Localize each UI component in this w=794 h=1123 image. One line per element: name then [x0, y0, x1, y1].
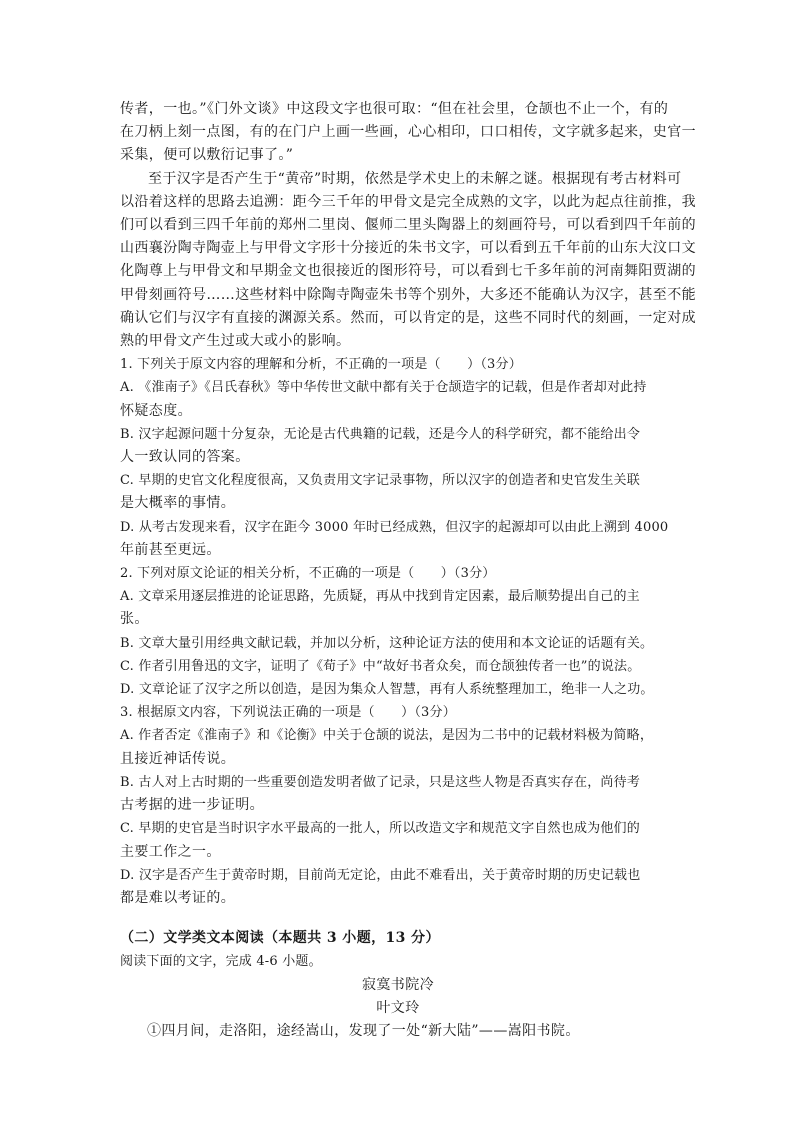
text-line: 以沿着这样的思路去追溯：距今三千年的甲骨文是完全成熟的文字，以此为起点往前推，我: [120, 193, 696, 210]
question-stem: 2. 下列对原文论证的相关分析，不正确的一项是（ ）（3分）: [120, 566, 496, 582]
text-line: 化陶尊上与甲骨文和早期金文也很接近的图形符号，可以看到七千多年前的河南舞阳贾湖的: [120, 263, 696, 280]
option-d: D. 从考古发现来看，汉字在距今 3000 年时已经成熟，但汉字的起源却可以由此上溯到 4000: [120, 519, 669, 535]
question-2: [120, 562, 676, 701]
section-heading: （二）文学类文本阅读（本题共 3 小题，13 分）: [120, 930, 440, 947]
option-c-continued: 主要工作之一。: [120, 843, 221, 860]
text-line: 在刀柄上刻一点图，有的在门户上画一些画，心心相印，口口相传，文字就多起来，史官一: [120, 124, 696, 141]
text-line: 甲骨刻画符号……这些材料中除陶寺陶壶朱书等个别外，大多还不能确认为汉字，甚至不能: [120, 286, 696, 303]
option-c-continued: 是大概率的事情。: [120, 495, 236, 512]
option-d-continued: 年前甚至更远。: [120, 541, 221, 558]
option-b: B. 文章大量引用经典文献记载，并加以分析，这种论证方法的使用和本文论证的话题有关。: [120, 635, 654, 651]
text-line: 采集，便可以敷衍记事了。”: [120, 147, 294, 164]
option-d: D. 文章论证了汉字之所以创造，是因为集众人智慧，再有人系统整理加工，绝非一人之功。: [120, 682, 654, 698]
option-a: A. 作者否定《淮南子》和《论衡》中关于仓颉的说法，是因为二书中的记载材料极为简略，: [120, 728, 654, 744]
option-b: B. 古人对上古时期的一些重要创造发明者做了记录，只是这些人物是否真实存在，尚待考: [120, 774, 641, 790]
article-paragraph-1: ①四月间，走洛阳，途经嵩山，发现了一处“新大陆”——嵩阳书院。: [147, 1022, 580, 1039]
option-c: C. 作者引用鲁迅的文字，证明了《荀子》中“故好书者众矣，而仓颉独传者一也”的说法。: [120, 658, 641, 674]
question-stem: 3. 根据原文内容，下列说法正确的一项是（ ）（3分）: [120, 705, 456, 721]
document-page: [120, 98, 696, 1043]
section-instruction: 阅读下面的文字，完成 4-6 小题。: [120, 954, 322, 970]
option-d-continued: 都是难以考证的。: [120, 889, 236, 906]
article-author: 叶文玲: [376, 999, 420, 1016]
text-line: 传者，一也。”《门外文谈》中这段文字也很可取：“但在社会里，仓颉也不止一个，有的: [120, 101, 669, 117]
text-line: 山西襄汾陶寺陶壶上与甲骨文字形十分接近的朱书文字，可以看到五千年前的山东大汶口文: [120, 240, 696, 257]
section-spacer: [120, 910, 676, 927]
question-1: [120, 353, 676, 562]
option-a-continued: 且接近神话传说。: [120, 750, 236, 767]
article-title: 寂寞书院冷: [362, 976, 434, 993]
option-d: D. 汉字是否产生于黄帝时期，目前尚无定论，由此不难看出，关于黄帝时期的历史记载也: [120, 867, 641, 883]
passage-paragraph-1: [120, 98, 696, 168]
question-3: [120, 701, 676, 910]
option-b-continued: 人一致认同的答案。: [120, 449, 250, 466]
passage-paragraph-2: [120, 168, 696, 354]
option-c: C. 早期的史官是当时识字水平最高的一批人，所以改造文字和规范文字自然也成为他们的: [120, 821, 640, 837]
option-b-continued: 古考据的进一步证明。: [120, 797, 264, 814]
text-line: 们可以看到三四千年前的郑州二里岗、偃师二里头陶器上的刻画符号，可以看到四千年前的: [120, 217, 696, 234]
option-a: A. 《淮南子》《吕氏春秋》等中华传世文献中都有关于仓颉造字的记载，但是作者却对此持: [120, 380, 647, 396]
option-a: A. 文章采用逐层推进的论证思路，先质疑，再从中找到肯定因素，最后顺势提出自己的主: [120, 589, 640, 605]
text-line: 确认它们与汉字有直接的渊源关系。然而，可以肯定的是，这些不同时代的刻画，一定对成: [120, 309, 696, 326]
option-a-continued: 张。: [120, 611, 149, 628]
text-line: 熟的甲骨文产生过或大或小的影响。: [120, 333, 351, 350]
option-a-continued: 怀疑态度。: [120, 402, 192, 419]
text-line: 至于汉字是否产生于“黄帝”时期，依然是学术史上的未解之谜。根据现有考古材料可: [148, 170, 682, 187]
section-2: [120, 927, 676, 1043]
option-c: C. 早期的史官文化程度很高，又负责用文字记录事物，所以汉字的创造者和史官发生关联: [120, 473, 640, 489]
option-b: B. 汉字起源问题十分复杂，无论是古代典籍的记载，还是今人的科学研究，都不能给出令: [120, 426, 641, 442]
question-stem: 1. 下列关于原文内容的理解和分析，不正确的一项是（ ）（3分）: [120, 357, 522, 373]
